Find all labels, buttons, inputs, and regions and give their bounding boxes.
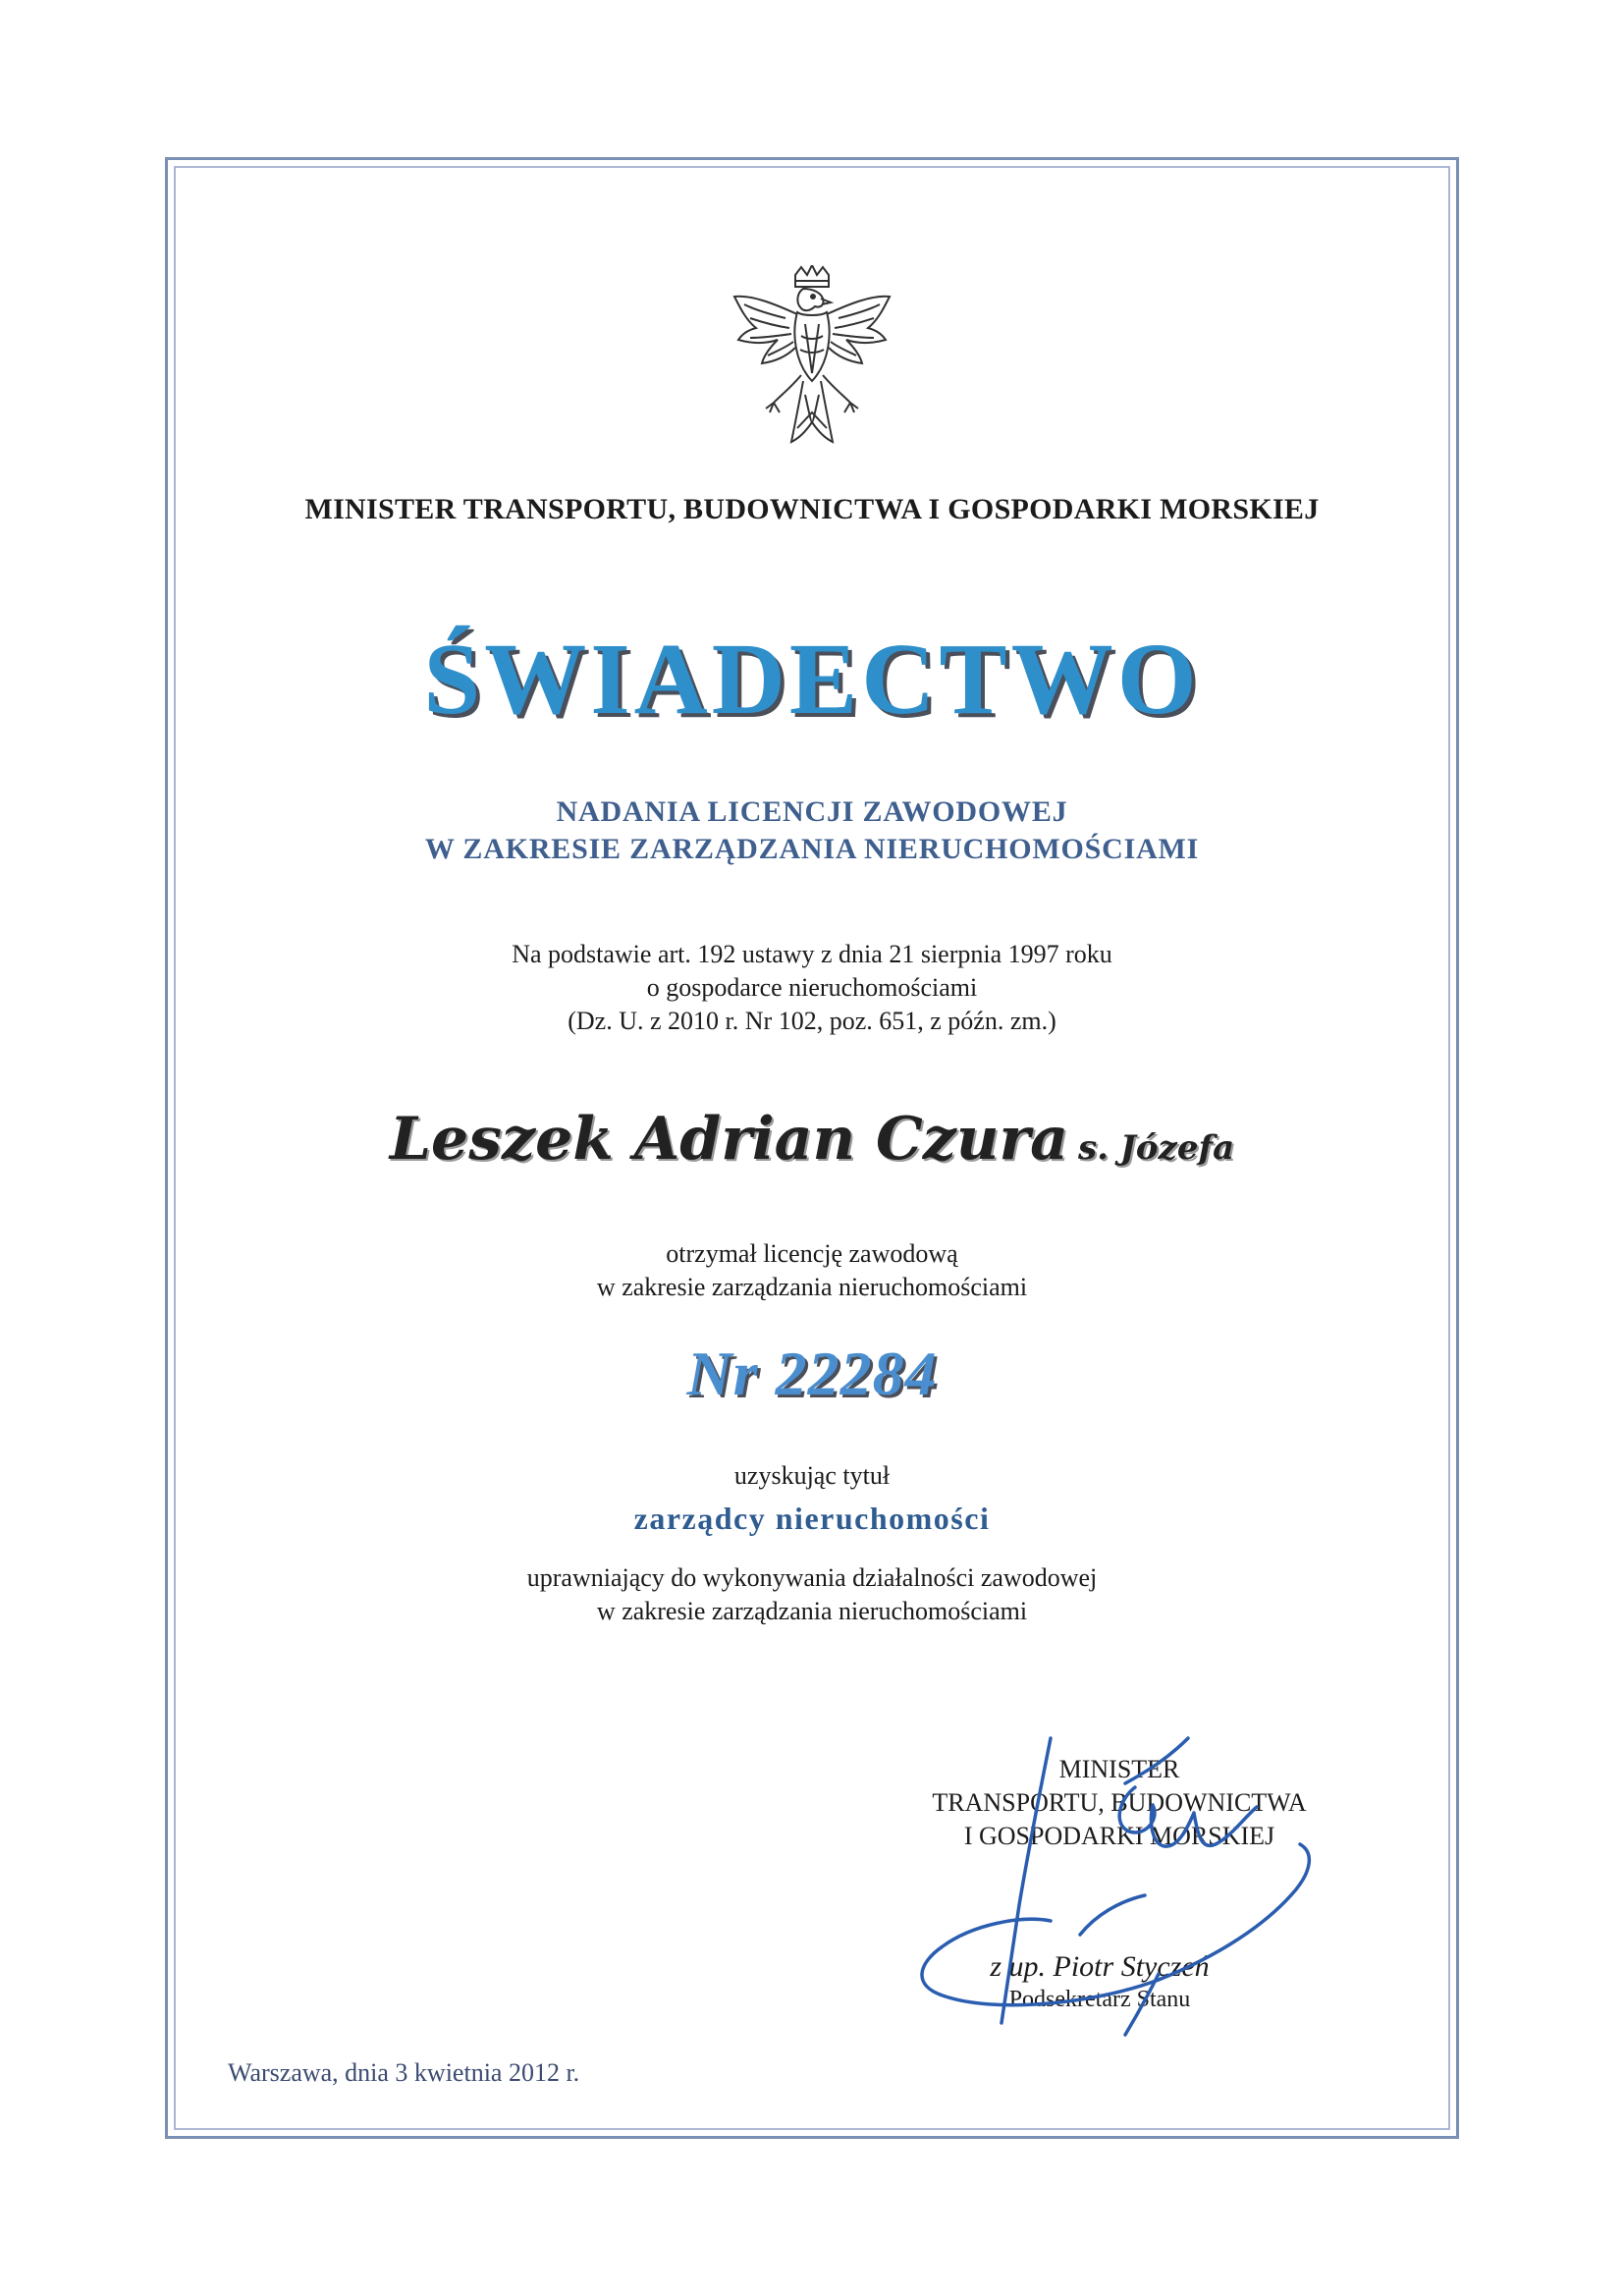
signatory-line-1: MINISTER (1058, 1755, 1180, 1783)
polish-eagle-emblem-icon (727, 265, 897, 454)
signatory-role: Podsekretarz Stanu (1008, 1987, 1191, 2012)
subtitle-line-2: W ZAKRESIE ZARZĄDZANIA NIERUCHOMOŚCIAMI (424, 833, 1200, 865)
subtitle-line-1: NADANIA LICENCJI ZAWODOWEJ (556, 795, 1068, 828)
signatory-per: z up. Piotr Styczeń (990, 1950, 1210, 1983)
professional-title: zarządcy nieruchomości (633, 1501, 991, 1536)
legal-basis-line-2: o gospodarce nieruchomościami (646, 973, 978, 1002)
legal-basis-line-1: Na podstawie art. 192 ustawy z dnia 21 sierpnia 1997 roku (512, 940, 1112, 968)
license-number: Nr 22284 (686, 1339, 938, 1408)
entitling-line-1: uprawniający do wykonywania działalności zawodowej (526, 1563, 1098, 1592)
legal-basis (165, 938, 1459, 1038)
legal-basis-line-3: (Dz. U. z 2010 r. Nr 102, poz. 651, z późn. zm.) (568, 1007, 1056, 1035)
entitling-line-2: w zakresie zarządzania nieruchomościami (596, 1597, 1028, 1625)
certificate-title: ŚWIADECTWO (423, 623, 1201, 736)
received-line-2: w zakresie zarządzania nieruchomościami (596, 1273, 1028, 1301)
certificate-subtitle (165, 793, 1459, 868)
received-line-1: otrzymał licencję zawodową (666, 1239, 958, 1268)
place-and-date: Warszawa, dnia 3 kwietnia 2012 r. (228, 2058, 580, 2087)
ministry-heading: MINISTER TRANSPORTU, BUDOWNICTWA I GOSPODARKI MORSKIEJ (304, 493, 1320, 525)
holder-father-name: s. Józefa (1077, 1128, 1235, 1168)
obtaining-title-text: uzyskując tytuł (733, 1461, 891, 1490)
signatory-line-3: I GOSPODARKI MORSKIEJ (963, 1822, 1275, 1850)
holder (165, 1105, 1459, 1174)
signatory-line-2: TRANSPORTU, BUDOWNICTWA (932, 1788, 1307, 1817)
holder-name: Leszek Adrian Czura (389, 1105, 1068, 1174)
entitling-statement (165, 1561, 1459, 1628)
received-statement (165, 1237, 1459, 1304)
handwritten-signature-icon (903, 1728, 1316, 2043)
